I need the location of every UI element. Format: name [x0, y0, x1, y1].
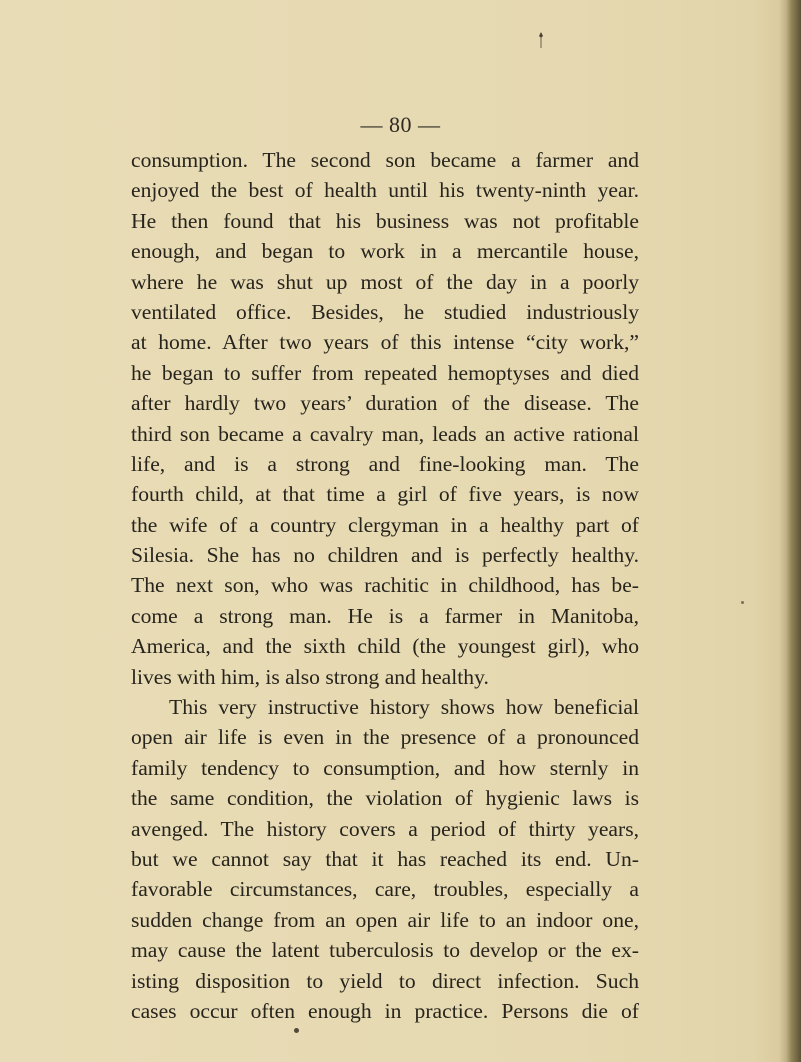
page-gutter-shadow — [779, 0, 787, 1062]
text-line: America, and the sixth child (the youngest girl), who — [131, 634, 639, 659]
text-line: third son became a cavalry man, leads an active rational — [131, 421, 639, 446]
text-line: isting disposition to yield to direct infection. Such — [131, 968, 639, 993]
text-line: may cause the latent tuberculosis to develop or the ex- — [131, 938, 639, 963]
text-line: He then found that his business was not profitable — [131, 208, 639, 233]
text-line: lives with him, is also strong and healthy. — [131, 664, 489, 689]
text-line: come a strong man. He is a farmer in Manitoba, — [131, 603, 639, 628]
page-number: — 80 — — [360, 112, 441, 137]
text-line: sudden change from an open air life to an indoor one, — [131, 907, 639, 932]
text-line: the same condition, the violation of hygienic laws is — [131, 786, 639, 811]
text-line: consumption. The second son became a farmer and — [131, 148, 639, 172]
text-line: but we cannot say that it has reached its end. Un- — [131, 846, 639, 871]
text-line: fourth child, at that time a girl of five years, is now — [131, 482, 639, 507]
text-line: ventilated office. Besides, he studied industriously — [131, 299, 639, 324]
ink-mark-icon — [536, 30, 546, 50]
page-right-edge — [787, 0, 801, 1062]
text-line: at home. After two years of this intense “city work,” — [131, 330, 639, 355]
text-line: he began to suffer from repeated hemoptyses and died — [131, 360, 639, 385]
text-line: favorable circumstances, care, troubles, especially a — [131, 877, 639, 902]
text-line: enjoyed the best of health until his twenty-ninth year. — [131, 178, 639, 203]
text-line: avenged. The history covers a period of thirty years, — [131, 816, 639, 841]
body-text — [131, 145, 639, 1026]
text-line: where he was shut up most of the day in a poorly — [131, 269, 639, 294]
text-line: cases occur often enough in practice. Persons die of — [131, 998, 639, 1023]
paper-speck — [741, 601, 744, 604]
text-line: after hardly two years’ duration of the disease. The — [131, 391, 639, 416]
text-line: Silesia. She has no children and is perfectly healthy. — [131, 543, 639, 568]
text-line: life, and is a strong and fine-looking man. The — [131, 451, 639, 476]
text-line: The next son, who was rachitic in childhood, has be- — [131, 573, 639, 598]
text-line: enough, and began to work in a mercantile house, — [131, 239, 639, 264]
paper-speck — [294, 1028, 299, 1033]
text-line: open air life is even in the presence of a pronounced — [131, 725, 639, 750]
text-line: This very instructive history shows how beneficial — [169, 695, 639, 720]
text-line: family tendency to consumption, and how sternly in — [131, 755, 639, 780]
text-line: the wife of a country clergyman in a healthy part of — [131, 512, 639, 537]
